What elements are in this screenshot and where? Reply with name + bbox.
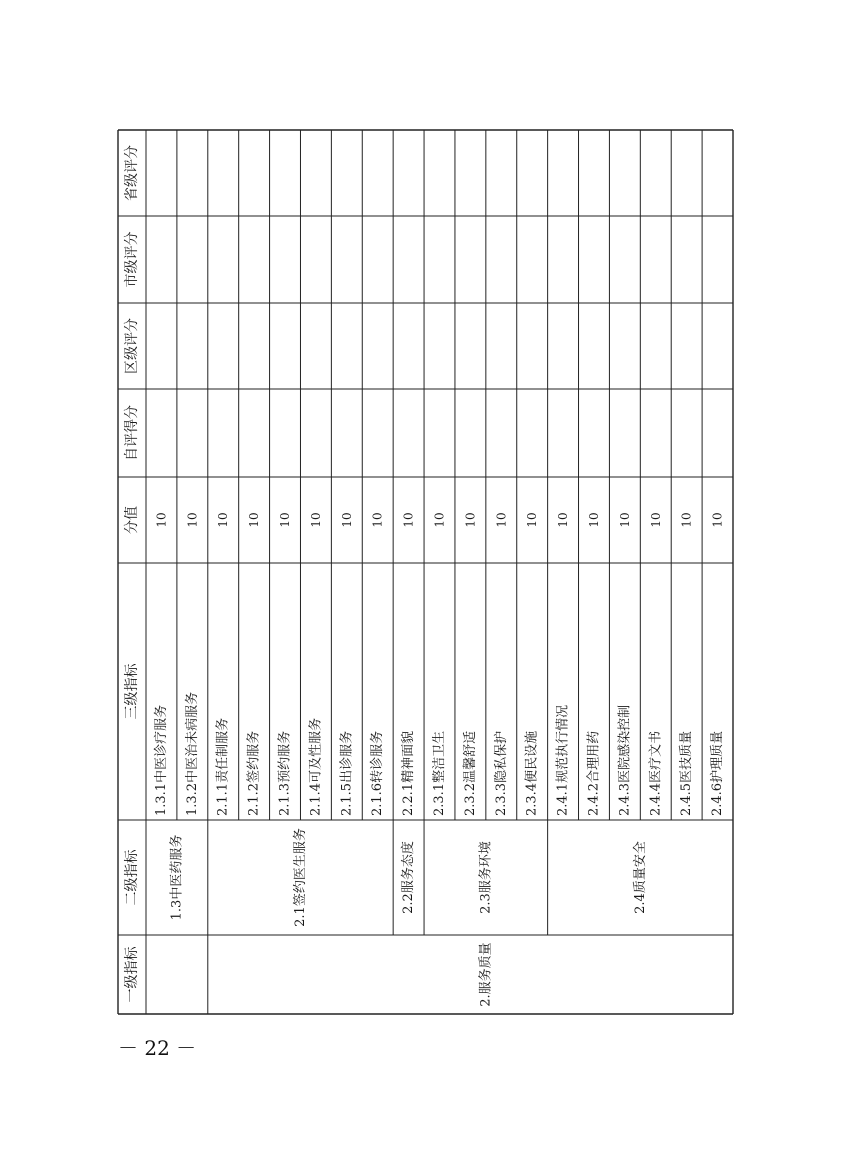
- indicator-label: 2.4.3医院感染控制: [617, 704, 633, 816]
- header-province-score: 省级评分: [124, 145, 140, 201]
- header-score: 分值: [124, 506, 140, 534]
- indicator-label: 2.4.2合理用药: [586, 730, 602, 816]
- indicator-label: 2.3.1整洁卫生: [432, 730, 447, 816]
- indicator-label: 2.4.6护理质量: [710, 730, 726, 816]
- score-value: 10: [617, 512, 632, 528]
- level2-label: 2.1签约医生服务: [292, 828, 308, 927]
- level2-label: 2.4质量安全: [632, 841, 648, 914]
- score-value: 10: [432, 512, 447, 528]
- score-value: 10: [247, 512, 262, 528]
- score-value: 10: [525, 512, 540, 528]
- score-value: 10: [556, 512, 571, 528]
- header-self-score: 自评得分: [124, 405, 140, 461]
- header-city-score: 市级评分: [124, 231, 140, 288]
- indicator-label: 2.4.1规范执行情况: [555, 704, 571, 816]
- level2-label: 1.3中医药服务: [169, 834, 185, 921]
- indicator-label: 2.2.1精神面貌: [401, 730, 417, 816]
- score-value: 10: [648, 512, 663, 528]
- score-value: 10: [463, 512, 478, 528]
- score-value: 10: [370, 512, 385, 528]
- score-value: 10: [154, 512, 169, 528]
- score-value: 10: [710, 512, 725, 528]
- score-value: 10: [278, 512, 293, 528]
- score-value: 10: [494, 512, 509, 528]
- level2-label: 2.3服务环境: [478, 841, 494, 914]
- indicator-label: 2.1.3预约服务: [277, 730, 293, 816]
- page-number: － 22 －: [118, 1036, 197, 1060]
- indicator-label: 2.1.2签约服务: [246, 730, 262, 816]
- indicator-label: 1.3.2中医治未病服务: [184, 691, 200, 816]
- indicator-label: 2.1.6转诊服务: [370, 730, 386, 816]
- indicator-label: 2.3.4便民设施: [524, 730, 540, 816]
- score-value: 10: [185, 512, 200, 528]
- score-value: 10: [679, 512, 694, 528]
- score-value: 10: [339, 512, 354, 528]
- score-value: 10: [216, 512, 231, 528]
- score-value: 10: [308, 512, 323, 528]
- score-value: 10: [586, 512, 601, 528]
- level1-label: 2.服务质量: [478, 942, 494, 1007]
- indicator-label: 2.4.4医疗文书: [648, 730, 664, 816]
- level2-label: 2.2服务态度: [401, 841, 417, 914]
- header-level2: 二级指标: [124, 849, 140, 906]
- indicator-label: 2.3.3隐私保护: [493, 730, 509, 816]
- indicator-label: 2.4.5医技质量: [679, 730, 695, 816]
- indicator-label: 2.1.5出诊服务: [339, 730, 355, 816]
- indicator-label: 1.3.1中医诊疗服务: [153, 704, 169, 816]
- header-level3: 三级指标: [124, 663, 140, 720]
- indicator-label: 2.1.1责任制服务: [215, 717, 231, 816]
- header-level1: 一级指标: [124, 946, 140, 1003]
- indicator-label: 2.1.4可及性服务: [308, 717, 324, 816]
- score-value: 10: [401, 512, 416, 528]
- indicator-label: 2.3.2温馨舒适: [462, 730, 478, 816]
- header-district-score: 区级评分: [124, 318, 140, 374]
